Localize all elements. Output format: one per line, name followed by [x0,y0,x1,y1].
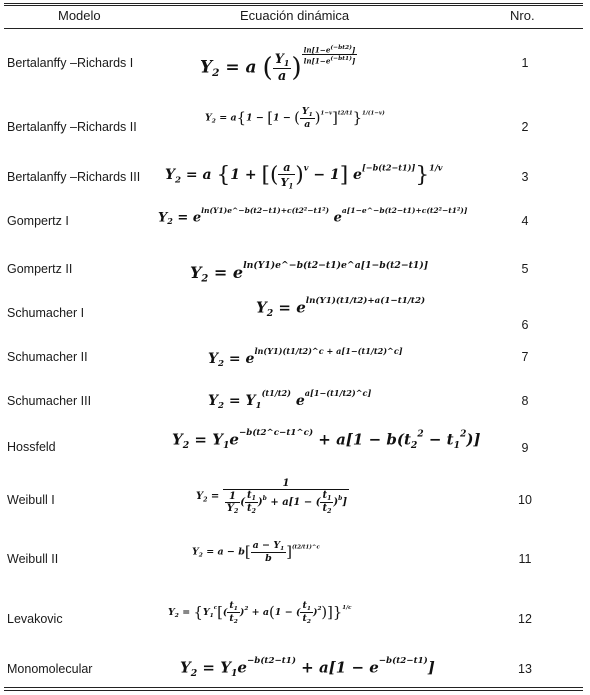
equation-bertalanffy-richards-3: $Y_2 = a$ {1 + [( $\frac{a}{Y_1}$ )$^v$ − 1] e[−b(t2−t1)]}$^{1/v}$ [165,160,443,191]
equation-schumacher-2: $Y_2 = e^{ln(Y1)(t1/t2)\^{}c + a[1-(t1/t2)\^{}c]}$ [208,346,403,369]
model-name: Schumacher I [7,306,85,320]
row-number: 10 [518,493,532,507]
row-number: 4 [521,214,529,228]
model-name: Bertalanffy –Richards III [7,170,141,184]
row-number: 3 [521,170,529,184]
row-number: 8 [521,394,529,408]
row-number: 11 [518,552,532,566]
model-name: Hossfeld [7,440,56,454]
equation-gompertz-2: $Y_2 = e^{ln(Y1)e\^{}-b(t2-t1)e\^{}a[1-b(t2-t1)]}$ [190,260,429,285]
model-name: Schumacher III [7,394,92,408]
row-number: 9 [521,441,529,455]
header-equation: Ecuación dinámica [240,8,350,23]
model-name: Weibull II [7,552,59,566]
equation-hossfeld: $Y_2 = Y_1e^{-b(t2\^{}c-t1\^{}c)} + a[1 - b(t_2^2 - t_1^2)]$ [172,428,481,451]
model-name: Schumacher II [7,350,88,364]
bottom-rule-double-b [4,690,583,691]
header-rule [4,28,583,29]
row-number: 6 [521,318,529,332]
equation-bertalanffy-richards-2: $Y_2 = a\{1 - [1$ − ( $\frac{Y_1}{a}$ )$^{1-v}$]$^{t2/t1}$}$^{1/(1-v)}$ [205,106,385,131]
bottom-rule-double-a [4,687,583,688]
row-number: 7 [521,350,529,364]
row-number: 2 [521,120,529,134]
model-name: Gompertz II [7,262,73,276]
equation-gompertz-1: $Y_2 = e^{ln(Y1)e\^{}-b(t2-t1)+c(t2^2-t1^2)}$ $e^{a[1-e\^{}-b(t2-t1)+c(t2^2-t1^2)]}$ [158,206,468,227]
header-model: Modelo [58,8,101,23]
equation-schumacher-1: $Y_2 = e^{ln(Y1)(t1/t2)+a(1-t1/t2)}$ [256,296,426,319]
equation-schumacher-3: $Y_2 = Y_1^{(t1/t2)}$ $e^{a[1-(t1/t2)\^{}c]}$ [208,388,372,411]
header-number: Nro. [510,8,535,23]
equation-levakovic: $Y_2 = \{Y_1^c$[( $\frac{t_1}{t_2}$ )$^2$ + a(1 − ( $\frac{t_1}{t_2}$ )$^2$)]}$^{1/c}$ [168,600,352,626]
top-rule-double-a [4,3,583,4]
model-name: Gompertz I [7,214,69,228]
model-name: Levakovic [7,612,63,626]
model-name: Bertalanffy –Richards I [7,56,134,70]
top-rule-double-b [4,5,583,6]
model-name: Bertalanffy –Richards II [7,120,137,134]
equation-weibull-2: $Y_2 = a - b$[ $\frac{a - Y_1}{b}$ ]$^{(t2/t1)\^{}c}$ [192,540,320,565]
equation-weibull-1: $Y_2$ = 1 $\frac{1}{Y_2}$ ( $\frac{t_1}{t_2}$ )$^b$ + a[1 − ( $\frac{t_1}{t_2}$ )$^b$] [196,478,348,516]
model-name: Monomolecular [7,662,93,676]
row-number: 13 [518,662,532,676]
row-number: 12 [518,612,532,626]
model-name: Weibull I [7,493,55,507]
row-number: 1 [521,56,529,70]
equation-bertalanffy-richards-1: $Y_2 = a$ ( $\frac{Y_1}{a}$ ) $\frac{\ln[1-e^{(-bt2)}]}{\ln[1-e^{(-bt1)}]}$ [200,44,356,84]
row-number: 5 [521,262,529,276]
equation-monomolecular: $Y_2 = Y_1e^{-b(t2-t1)} + a[1 - e^{-b(t2-t1)}]$ [180,656,435,679]
